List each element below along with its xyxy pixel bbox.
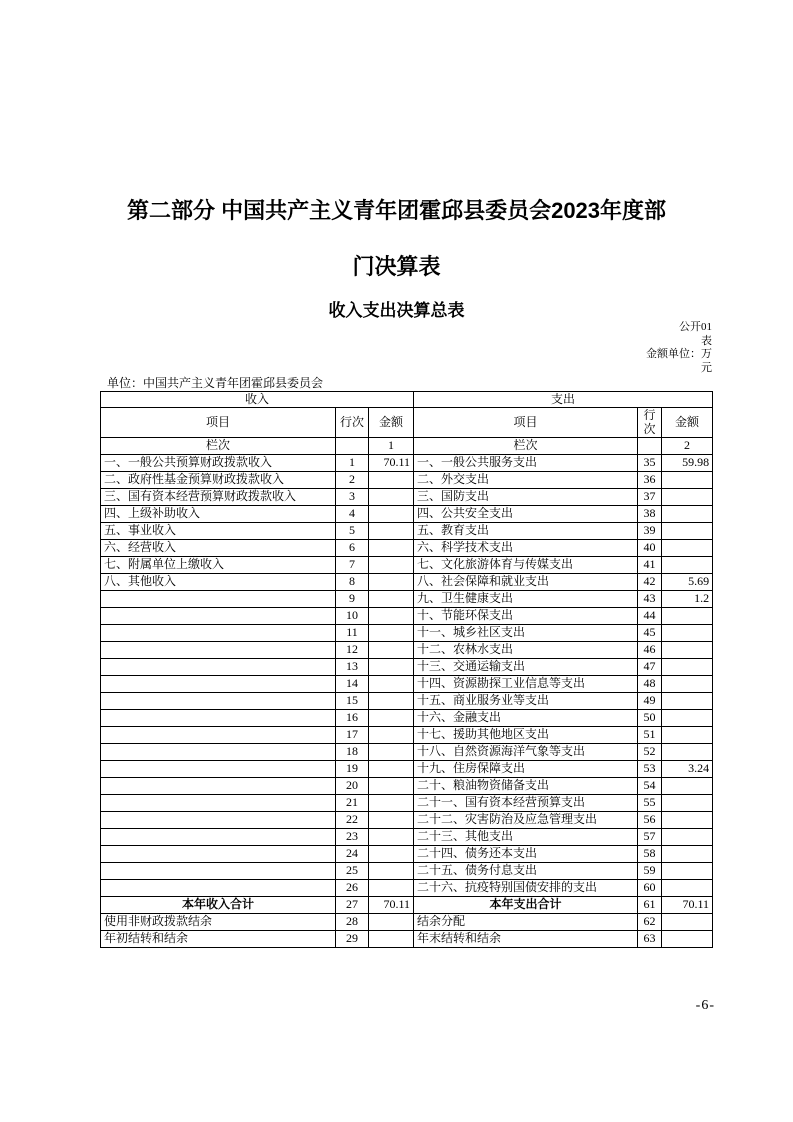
expense-rownum-cell: 46 xyxy=(638,642,662,659)
expense-item-cell: 十二、农林水支出 xyxy=(414,642,638,659)
expense-amount-cell xyxy=(662,642,713,659)
expense-amount-cell xyxy=(662,540,713,557)
income-col-amount-header: 金额 xyxy=(369,408,414,438)
expense-rownum-cell: 63 xyxy=(638,931,662,948)
document-title-line2: 门决算表 xyxy=(352,254,441,279)
income-item-cell: 本年收入合计 xyxy=(101,897,336,914)
income-item-cell xyxy=(101,795,336,812)
table-row xyxy=(101,829,713,846)
table-row xyxy=(101,574,713,591)
income-item-cell: 三、国有资本经营预算财政拨款收入 xyxy=(101,489,336,506)
income-amount-cell xyxy=(369,931,414,948)
income-rownum-cell: 14 xyxy=(336,676,369,693)
expense-amount-cell xyxy=(662,863,713,880)
organization-label: 单位：中国共产主义青年团霍邱县委员会 xyxy=(107,376,324,390)
table-row xyxy=(101,897,713,914)
income-amount-cell xyxy=(369,574,414,591)
expense-amount-cell xyxy=(662,625,713,642)
expense-rownum-cell: 48 xyxy=(638,676,662,693)
expense-rownum-cell: 41 xyxy=(638,557,662,574)
table-row xyxy=(101,914,713,931)
income-amount-cell xyxy=(369,744,414,761)
table-row xyxy=(101,540,713,557)
expense-rownum-cell: 37 xyxy=(638,489,662,506)
expense-item-cell: 七、文化旅游体育与传媒支出 xyxy=(414,557,638,574)
expense-amount-cell xyxy=(662,829,713,846)
expense-rownum-cell: 50 xyxy=(638,710,662,727)
expense-amount-cell: 5.69 xyxy=(662,574,713,591)
income-item-cell: 八、其他收入 xyxy=(101,574,336,591)
income-item-cell xyxy=(101,880,336,897)
expense-item-cell: 十一、城乡社区支出 xyxy=(414,625,638,642)
expense-item-cell: 二十四、债务还本支出 xyxy=(414,846,638,863)
income-rownum-cell: 26 xyxy=(336,880,369,897)
income-rownum-cell: 21 xyxy=(336,795,369,812)
income-item-cell xyxy=(101,727,336,744)
table-row xyxy=(101,455,713,472)
income-col-row-header: 行次 xyxy=(336,408,369,438)
income-rownum-cell: 28 xyxy=(336,914,369,931)
income-rownum-cell: 9 xyxy=(336,591,369,608)
income-item-cell xyxy=(101,863,336,880)
income-item-cell xyxy=(101,625,336,642)
expense-item-cell: 十五、商业服务业等支出 xyxy=(414,693,638,710)
income-amount-cell xyxy=(369,506,414,523)
document-meta xyxy=(646,321,712,375)
expense-lanci-rownum xyxy=(638,438,662,455)
expense-item-cell: 四、公共安全支出 xyxy=(414,506,638,523)
expense-rownum-cell: 56 xyxy=(638,812,662,829)
income-rownum-cell: 24 xyxy=(336,846,369,863)
expense-amount-cell xyxy=(662,727,713,744)
expense-col-item-header: 项目 xyxy=(414,408,638,438)
expense-rownum-cell: 55 xyxy=(638,795,662,812)
income-rownum-cell: 15 xyxy=(336,693,369,710)
table-row xyxy=(101,659,713,676)
income-amount-cell xyxy=(369,727,414,744)
expense-rownum-cell: 36 xyxy=(638,472,662,489)
expense-amount-cell xyxy=(662,778,713,795)
income-amount-cell xyxy=(369,863,414,880)
expense-rownum-cell: 52 xyxy=(638,744,662,761)
expense-rownum-cell: 60 xyxy=(638,880,662,897)
expense-rownum-cell: 58 xyxy=(638,846,662,863)
table-row xyxy=(101,523,713,540)
income-amount-cell: 70.11 xyxy=(369,455,414,472)
table-row xyxy=(101,693,713,710)
expense-rownum-cell: 62 xyxy=(638,914,662,931)
income-item-cell xyxy=(101,829,336,846)
doc-code-line1: 公开01 xyxy=(679,321,712,333)
income-amount-cell xyxy=(369,676,414,693)
income-item-cell: 年初结转和结余 xyxy=(101,931,336,948)
income-item-cell xyxy=(101,693,336,710)
expense-rownum-cell: 42 xyxy=(638,574,662,591)
table-row xyxy=(101,727,713,744)
expense-item-cell: 十四、资源勘探工业信息等支出 xyxy=(414,676,638,693)
income-rownum-cell: 29 xyxy=(336,931,369,948)
expense-item-cell: 十三、交通运输支出 xyxy=(414,659,638,676)
expense-amount-cell xyxy=(662,472,713,489)
income-item-cell: 二、政府性基金预算财政拨款收入 xyxy=(101,472,336,489)
expense-section-header: 支出 xyxy=(414,392,713,408)
income-rownum-cell: 20 xyxy=(336,778,369,795)
income-rownum-cell: 8 xyxy=(336,574,369,591)
expense-rownum-cell: 54 xyxy=(638,778,662,795)
expense-item-cell: 三、国防支出 xyxy=(414,489,638,506)
expense-amount-cell xyxy=(662,523,713,540)
expense-item-cell: 二十三、其他支出 xyxy=(414,829,638,846)
income-item-cell: 使用非财政拨款结余 xyxy=(101,914,336,931)
income-amount-cell xyxy=(369,489,414,506)
expense-item-cell: 十九、住房保障支出 xyxy=(414,761,638,778)
table-row xyxy=(101,795,713,812)
expense-amount-cell xyxy=(662,846,713,863)
income-rownum-cell: 12 xyxy=(336,642,369,659)
expense-amount-cell xyxy=(662,931,713,948)
income-amount-cell xyxy=(369,761,414,778)
expense-item-cell: 八、社会保障和就业支出 xyxy=(414,574,638,591)
income-amount-cell xyxy=(369,846,414,863)
income-item-cell: 四、上级补助收入 xyxy=(101,506,336,523)
income-rownum-cell: 27 xyxy=(336,897,369,914)
income-amount-cell xyxy=(369,642,414,659)
expense-rownum-cell: 38 xyxy=(638,506,662,523)
income-amount-cell xyxy=(369,693,414,710)
income-rownum-cell: 25 xyxy=(336,863,369,880)
table-row xyxy=(101,506,713,523)
column-header-row xyxy=(101,408,713,438)
income-rownum-cell: 4 xyxy=(336,506,369,523)
table-row xyxy=(101,744,713,761)
income-amount-cell xyxy=(369,914,414,931)
expense-amount-cell xyxy=(662,506,713,523)
document-title-line1: 第二部分 中国共产主义青年团霍邱县委员会2023年度部 xyxy=(126,198,667,223)
income-item-cell xyxy=(101,591,336,608)
table-row xyxy=(101,557,713,574)
income-rownum-cell: 6 xyxy=(336,540,369,557)
expense-item-cell: 十八、自然资源海洋气象等支出 xyxy=(414,744,638,761)
income-section-header: 收入 xyxy=(101,392,414,408)
expense-item-cell: 一、一般公共服务支出 xyxy=(414,455,638,472)
expense-rownum-cell: 59 xyxy=(638,863,662,880)
expense-lanci-value: 2 xyxy=(662,438,713,455)
expense-amount-cell xyxy=(662,812,713,829)
expense-rownum-cell: 51 xyxy=(638,727,662,744)
table-subtitle: 收入支出决算总表 xyxy=(328,301,465,320)
income-rownum-cell: 18 xyxy=(336,744,369,761)
income-amount-cell xyxy=(369,557,414,574)
section-header-row xyxy=(101,392,713,408)
table-row xyxy=(101,931,713,948)
income-rownum-cell: 3 xyxy=(336,489,369,506)
income-rownum-cell: 23 xyxy=(336,829,369,846)
income-item-cell xyxy=(101,846,336,863)
income-item-cell xyxy=(101,761,336,778)
table-row xyxy=(101,812,713,829)
page-number: -6- xyxy=(695,998,715,1013)
table-row xyxy=(101,710,713,727)
expense-amount-cell xyxy=(662,693,713,710)
expense-item-cell: 二、外交支出 xyxy=(414,472,638,489)
expense-item-cell: 结余分配 xyxy=(414,914,638,931)
income-item-cell: 一、一般公共预算财政拨款收入 xyxy=(101,455,336,472)
expense-amount-cell xyxy=(662,676,713,693)
expense-rownum-cell: 57 xyxy=(638,829,662,846)
income-lanci-label: 栏次 xyxy=(101,438,336,455)
expense-item-cell: 二十六、抗疫特别国债安排的支出 xyxy=(414,880,638,897)
lanci-row xyxy=(101,438,713,455)
income-rownum-cell: 17 xyxy=(336,727,369,744)
expense-item-cell: 十、节能环保支出 xyxy=(414,608,638,625)
expense-amount-cell xyxy=(662,557,713,574)
expense-amount-cell xyxy=(662,659,713,676)
income-amount-cell xyxy=(369,625,414,642)
expense-rownum-cell: 44 xyxy=(638,608,662,625)
table-row xyxy=(101,880,713,897)
expense-rownum-cell: 45 xyxy=(638,625,662,642)
income-rownum-cell: 7 xyxy=(336,557,369,574)
expense-amount-cell xyxy=(662,744,713,761)
expense-item-cell: 十六、金融支出 xyxy=(414,710,638,727)
income-col-item-header: 项目 xyxy=(101,408,336,438)
income-amount-cell xyxy=(369,710,414,727)
budget-table xyxy=(100,391,713,948)
income-amount-cell xyxy=(369,608,414,625)
table-row xyxy=(101,642,713,659)
income-item-cell xyxy=(101,676,336,693)
table-row xyxy=(101,625,713,642)
income-amount-cell xyxy=(369,540,414,557)
income-item-cell xyxy=(101,608,336,625)
table-body xyxy=(101,455,713,948)
expense-lanci-label: 栏次 xyxy=(414,438,638,455)
expense-amount-cell: 59.98 xyxy=(662,455,713,472)
income-rownum-cell: 13 xyxy=(336,659,369,676)
table-row xyxy=(101,778,713,795)
expense-rownum-cell: 39 xyxy=(638,523,662,540)
expense-rownum-cell: 47 xyxy=(638,659,662,676)
income-item-cell xyxy=(101,744,336,761)
expense-item-cell: 年末结转和结余 xyxy=(414,931,638,948)
income-item-cell: 七、附属单位上缴收入 xyxy=(101,557,336,574)
expense-amount-cell xyxy=(662,489,713,506)
income-item-cell xyxy=(101,778,336,795)
expense-col-row-header: 行次 xyxy=(638,408,662,438)
expense-item-cell: 本年支出合计 xyxy=(414,897,638,914)
expense-amount-cell xyxy=(662,914,713,931)
doc-code-line2: 表 xyxy=(701,334,712,347)
expense-item-cell: 九、卫生健康支出 xyxy=(414,591,638,608)
expense-rownum-cell: 40 xyxy=(638,540,662,557)
income-amount-cell xyxy=(369,523,414,540)
table-row xyxy=(101,591,713,608)
expense-rownum-cell: 53 xyxy=(638,761,662,778)
expense-item-cell: 二十、粮油物资储备支出 xyxy=(414,778,638,795)
expense-amount-cell xyxy=(662,795,713,812)
unit-note-line2: 元 xyxy=(701,361,712,374)
income-rownum-cell: 11 xyxy=(336,625,369,642)
income-item-cell xyxy=(101,642,336,659)
expense-item-cell: 十七、援助其他地区支出 xyxy=(414,727,638,744)
table-row xyxy=(101,846,713,863)
income-item-cell xyxy=(101,659,336,676)
income-rownum-cell: 5 xyxy=(336,523,369,540)
expense-amount-cell: 1.2 xyxy=(662,591,713,608)
document-title xyxy=(0,183,793,295)
expense-col-amount-header: 金额 xyxy=(662,408,713,438)
table-row xyxy=(101,761,713,778)
income-lanci-value: 1 xyxy=(369,438,414,455)
income-item-cell xyxy=(101,710,336,727)
income-amount-cell xyxy=(369,812,414,829)
expense-amount-cell: 70.11 xyxy=(662,897,713,914)
income-rownum-cell: 1 xyxy=(336,455,369,472)
expense-rownum-cell: 43 xyxy=(638,591,662,608)
income-amount-cell xyxy=(369,778,414,795)
income-rownum-cell: 2 xyxy=(336,472,369,489)
income-item-cell: 六、经营收入 xyxy=(101,540,336,557)
expense-amount-cell xyxy=(662,710,713,727)
income-amount-cell xyxy=(369,659,414,676)
table-row xyxy=(101,608,713,625)
expense-amount-cell: 3.24 xyxy=(662,761,713,778)
income-rownum-cell: 22 xyxy=(336,812,369,829)
expense-amount-cell xyxy=(662,880,713,897)
expense-item-cell: 二十二、灾害防治及应急管理支出 xyxy=(414,812,638,829)
table-row xyxy=(101,489,713,506)
income-rownum-cell: 19 xyxy=(336,761,369,778)
expense-amount-cell xyxy=(662,608,713,625)
expense-rownum-cell: 61 xyxy=(638,897,662,914)
income-item-cell xyxy=(101,812,336,829)
income-rownum-cell: 10 xyxy=(336,608,369,625)
expense-rownum-cell: 49 xyxy=(638,693,662,710)
income-amount-cell xyxy=(369,795,414,812)
table-row xyxy=(101,472,713,489)
expense-item-cell: 五、教育支出 xyxy=(414,523,638,540)
income-lanci-rownum xyxy=(336,438,369,455)
expense-item-cell: 六、科学技术支出 xyxy=(414,540,638,557)
expense-item-cell: 二十五、债务付息支出 xyxy=(414,863,638,880)
income-amount-cell xyxy=(369,591,414,608)
table-row xyxy=(101,676,713,693)
expense-item-cell: 二十一、国有资本经营预算支出 xyxy=(414,795,638,812)
unit-note-line1: 金额单位：万 xyxy=(646,348,712,360)
income-amount-cell xyxy=(369,472,414,489)
table-row xyxy=(101,863,713,880)
income-rownum-cell: 16 xyxy=(336,710,369,727)
income-amount-cell xyxy=(369,880,414,897)
income-item-cell: 五、事业收入 xyxy=(101,523,336,540)
expense-rownum-cell: 35 xyxy=(638,455,662,472)
income-amount-cell: 70.11 xyxy=(369,897,414,914)
income-amount-cell xyxy=(369,829,414,846)
